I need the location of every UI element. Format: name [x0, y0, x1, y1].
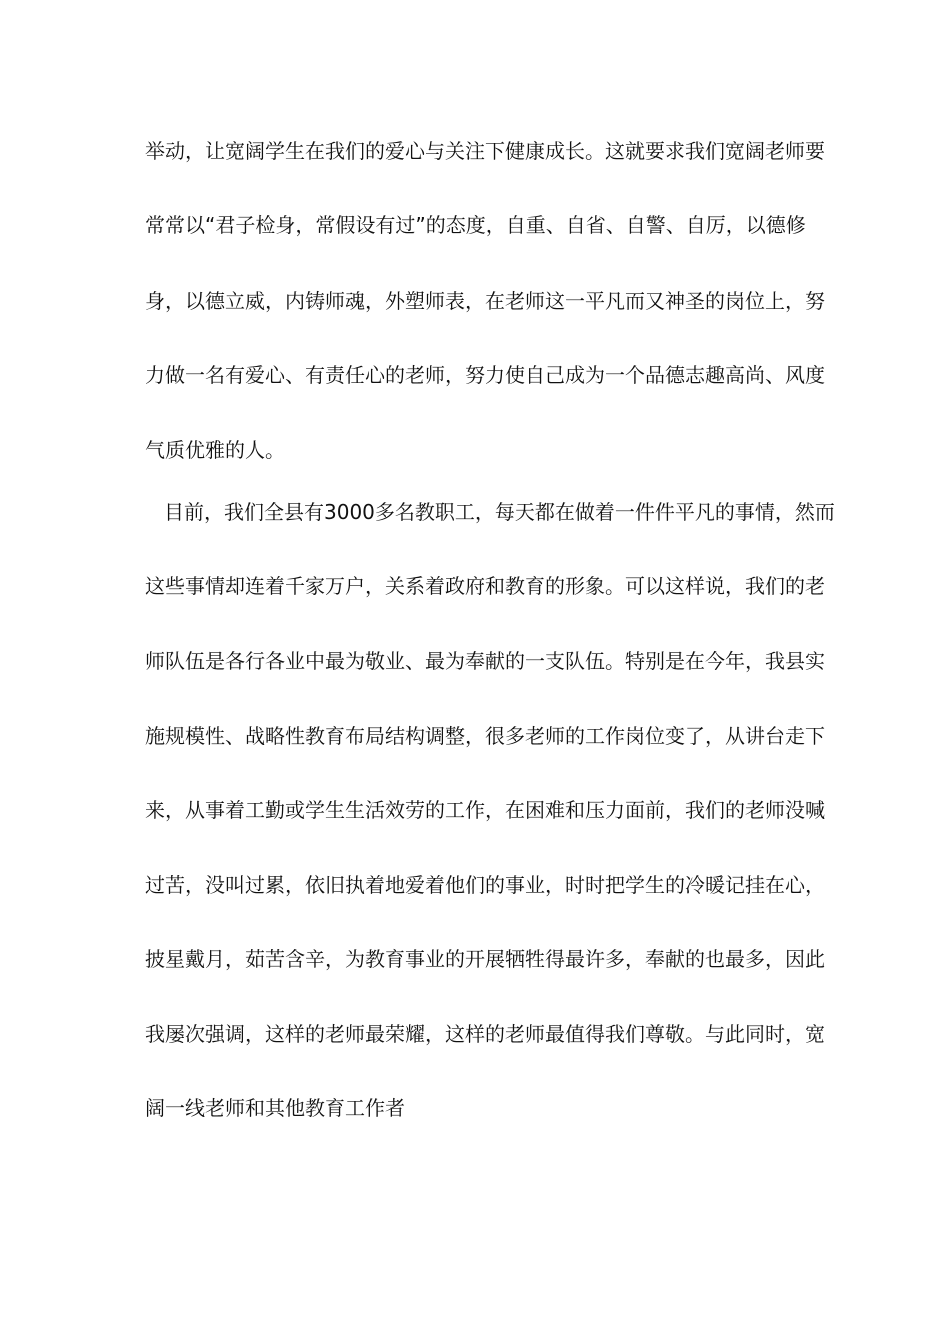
paragraph-1-line-2: 常常以“君子检身，常假设有过”的态度，自重、自省、自警、自厉，以德修 [145, 213, 806, 237]
paragraph-1-line-1: 举动，让宽阔学生在我们的爱心与关注下健康成长。这就要求我们宽阔老师要 [145, 139, 825, 163]
paragraph-2-line-8: 我屡次强调，这样的老师最荣耀，这样的老师最值得我们尊敬。与此同时，宽 [145, 1022, 825, 1046]
paragraph-1-line-3: 身，以德立威，内铸师魂，外塑师表，在老师这一平凡而又神圣的岗位上，努 [145, 289, 825, 313]
paragraph-2-line-3: 师队伍是各行各业中最为敬业、最为奉献的一支队伍。特别是在今年，我县实 [145, 649, 825, 673]
paragraph-2-line-5: 来，从事着工勤或学生生活效劳的工作，在困难和压力面前，我们的老师没喊 [145, 798, 825, 822]
paragraph-1-line-5: 气质优雅的人。 [145, 438, 285, 462]
paragraph-1-line-4: 力做一名有爱心、有责任心的老师，努力使自己成为一个品德志趣高尚、风度 [145, 363, 825, 387]
paragraph-2-line-6: 过苦，没叫过累，依旧执着地爱着他们的事业，时时把学生的冷暖记挂在心， [145, 873, 825, 897]
paragraph-2-line-1: 目前，我们全县有3000多名教职工，每天都在做着一件件平凡的事情，然而 [164, 500, 835, 524]
paragraph-2-line-2: 这些事情却连着千家万户，关系着政府和教育的形象。可以这样说，我们的老 [145, 574, 825, 598]
paragraph-2-line-9: 阔一线老师和其他教育工作者 [145, 1096, 405, 1120]
paragraph-2-line-7: 披星戴月，茹苦含辛，为教育事业的开展牺牲得最许多，奉献的也最多，因此 [145, 947, 825, 971]
paragraph-2-line-4: 施规模性、战略性教育布局结构调整，很多老师的工作岗位变了，从讲台走下 [145, 724, 825, 748]
